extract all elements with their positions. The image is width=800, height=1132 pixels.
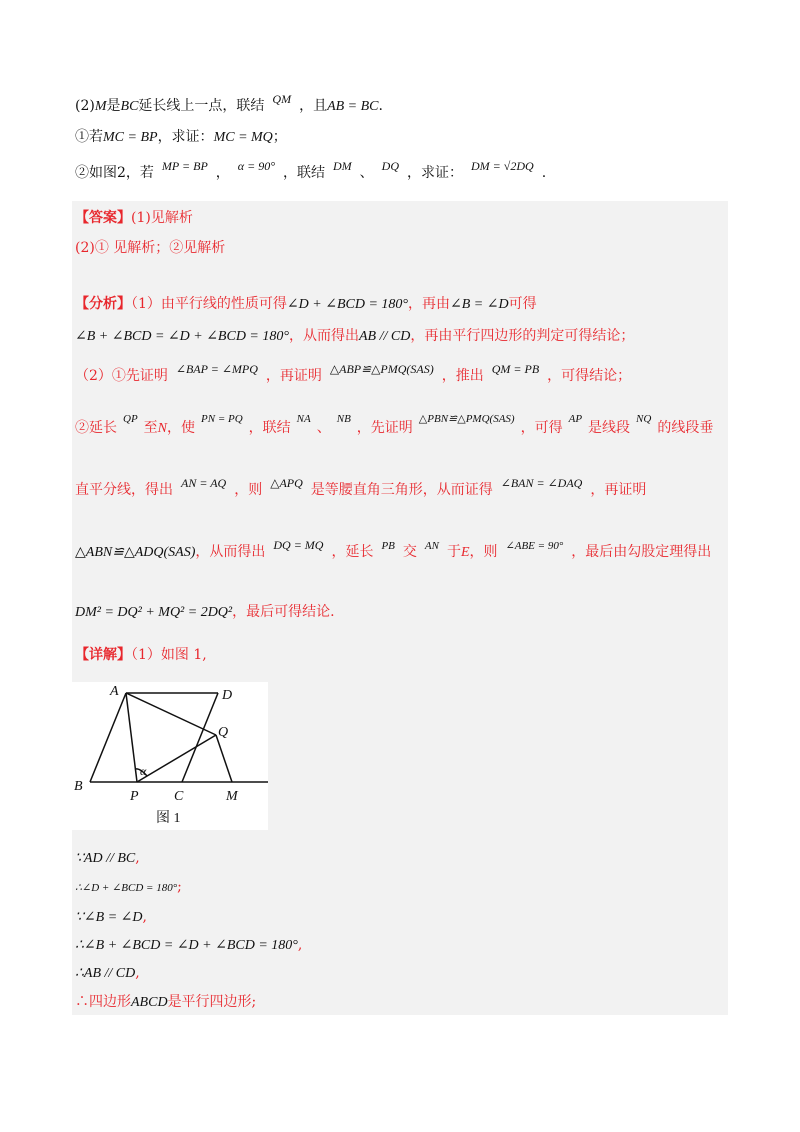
answer-line-2 — [75, 238, 225, 258]
text: ， — [215, 165, 230, 181]
analysis-line-1 — [75, 294, 537, 315]
text: 直平分线，得出 — [75, 482, 173, 498]
text: 是 — [106, 98, 121, 114]
text: （1）由平行线的性质可得 — [131, 296, 287, 312]
label-A: A — [110, 684, 119, 699]
label-D: D — [222, 688, 233, 703]
text: ，推出 — [441, 368, 484, 384]
text: 可得 — [508, 296, 537, 312]
text: ，再证明 — [265, 368, 322, 384]
text: ，最后可得结论. — [232, 604, 335, 620]
math: QM — [272, 92, 292, 106]
detail-step-6 — [75, 992, 256, 1013]
text: ，使 — [167, 420, 196, 436]
text: 、 — [359, 165, 374, 181]
math: DQ = MQ — [273, 538, 324, 552]
segment-Q-M — [216, 735, 232, 782]
math: △ABP≌△PMQ(SAS) — [329, 362, 434, 376]
text: ，联结 — [248, 420, 291, 436]
analysis-line-5 — [75, 476, 647, 500]
answer-line-1 — [75, 208, 193, 228]
math: △ABN≌△ADQ(SAS) — [75, 545, 196, 560]
text: 是线段 — [588, 420, 631, 436]
math: DM² = DQ² + MQ² = 2DQ² — [75, 605, 233, 620]
question-2-part-2 — [75, 159, 547, 183]
text: ，从而得出 — [195, 544, 266, 560]
text: 延长线上一点，联结 — [138, 98, 265, 114]
text: ； — [272, 129, 287, 145]
question-2-intro — [75, 92, 383, 117]
analysis-line-6 — [75, 538, 712, 563]
text: ，可得 — [520, 420, 563, 436]
analysis-line-7 — [75, 602, 335, 623]
text: ，延长 — [331, 544, 374, 560]
label-alpha: α — [140, 764, 147, 778]
math: DM — [333, 159, 352, 173]
text: , — [297, 937, 303, 953]
text: . — [378, 98, 383, 114]
text: ，先证明 — [356, 420, 413, 436]
text: ，则 — [469, 544, 498, 560]
answer-label: 【答案】 — [75, 210, 131, 226]
math: ∴∠B + ∠BCD = ∠D + ∠BCD = 180° — [75, 938, 298, 953]
detail-step-3 — [75, 907, 147, 928]
text: ，从而得出 — [288, 328, 359, 344]
detail-label: 【详解】 — [75, 647, 131, 663]
math: α = 90° — [237, 159, 275, 173]
detail-step-5 — [75, 963, 140, 984]
math: MP = BP — [161, 159, 208, 173]
label-C: C — [174, 789, 184, 804]
math: DM = √2DQ — [471, 159, 534, 173]
math: ∠B = ∠D — [450, 297, 509, 312]
detail-step-2 — [75, 877, 182, 898]
math: ∠B + ∠BCD = ∠D + ∠BCD = 180° — [75, 329, 289, 344]
text: 的线段垂 — [657, 420, 714, 436]
text: ，则 — [234, 482, 263, 498]
text: ，再证明 — [590, 482, 647, 498]
label-B: B — [74, 779, 83, 794]
label-M: M — [226, 789, 238, 804]
math: ∠D + ∠BCD = 180° — [286, 297, 408, 312]
math: NA — [296, 413, 311, 425]
text: ②如图2，若 — [75, 165, 154, 181]
text: 至 — [143, 420, 158, 436]
label-P: P — [130, 789, 139, 804]
math: ∴∠D + ∠BCD = 180° — [75, 882, 178, 894]
math: ABCD — [131, 995, 168, 1010]
math: N — [157, 421, 168, 436]
question-2-part-1 — [75, 127, 287, 148]
answer-text: (2)① 见解析；②见解析 — [75, 240, 226, 256]
text: ，再由 — [408, 296, 450, 312]
text: ∴四边形 — [75, 994, 131, 1010]
label-Q: Q — [218, 725, 229, 740]
text: , — [135, 850, 140, 866]
text: , — [142, 909, 147, 925]
text: ; — [177, 879, 182, 895]
figure-1 — [72, 682, 268, 830]
analysis-label: 【分析】 — [75, 296, 131, 312]
text: ，且 — [299, 98, 328, 114]
text: （2）①先证明 — [75, 368, 168, 384]
text: , — [135, 965, 140, 981]
segment-A-B — [90, 693, 126, 782]
detail-step-4 — [75, 935, 302, 956]
analysis-line-2 — [75, 326, 634, 347]
math: DQ — [381, 159, 400, 173]
math: ∠ABE = 90° — [505, 540, 564, 552]
math: ∵∠B = ∠D — [75, 910, 143, 925]
text: ，最后由勾股定理得出 — [571, 544, 712, 560]
math: MC = MQ — [213, 130, 273, 145]
math: AB = BC — [327, 99, 379, 114]
text: ，可得结论； — [547, 368, 632, 384]
text: ，联结 — [283, 165, 325, 181]
text: （1）如图 1, — [131, 647, 207, 663]
segment-A-Q — [126, 693, 216, 735]
analysis-line-4 — [75, 413, 714, 439]
math: ∠BAN = ∠DAQ — [500, 476, 583, 490]
text: ①若 — [75, 129, 103, 145]
math: ∴AB // CD — [75, 966, 136, 981]
math: NB — [336, 413, 351, 425]
math: NQ — [636, 413, 652, 425]
math: AP — [568, 413, 583, 425]
analysis-line-3 — [75, 362, 632, 386]
answer-text: (1)见解析 — [131, 210, 193, 226]
math: △PBN≌△PMQ(SAS) — [418, 413, 515, 425]
math: PN = PQ — [201, 413, 243, 425]
text: ，求证： — [407, 165, 464, 181]
geometry-diagram — [72, 682, 268, 830]
math: AN = AQ — [181, 476, 227, 490]
math: BC — [120, 99, 139, 114]
math: ∠BAP = ∠MPQ — [175, 362, 258, 376]
text: ②延长 — [75, 420, 117, 436]
detail-header — [75, 645, 207, 665]
text: 、 — [316, 420, 331, 436]
math: PB — [381, 540, 395, 552]
math: AN — [424, 540, 439, 552]
text: ，再由平行四边形的判定可得结论； — [410, 328, 635, 344]
text: 是等腰直角三角形，从而证得 — [310, 482, 493, 498]
text: (2) — [75, 98, 95, 114]
figure-caption: 图 1 — [156, 811, 181, 826]
math: QP — [123, 413, 138, 425]
detail-step-1 — [75, 848, 140, 869]
math: AB // CD — [358, 329, 411, 344]
math: ∵AD // BC — [75, 851, 136, 866]
text: ，求证： — [157, 129, 214, 145]
text: 是平行四边形; — [167, 994, 257, 1010]
math: MC = BP — [103, 130, 158, 145]
math: M — [94, 99, 107, 114]
math: QM = PB — [491, 362, 540, 376]
text: 交 — [402, 544, 417, 560]
text: . — [541, 165, 547, 181]
math: E — [460, 545, 470, 560]
math: △APQ — [270, 476, 303, 490]
segment-P-Q — [137, 735, 216, 782]
text: 于 — [446, 544, 461, 560]
